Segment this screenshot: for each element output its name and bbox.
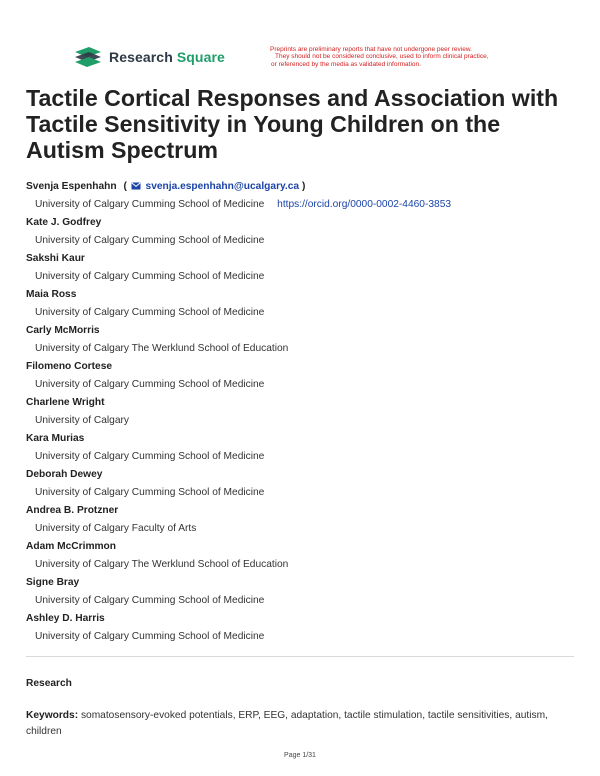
research-square-logo-icon (73, 46, 103, 68)
author-affiliation: University of Calgary Cumming School of Medicine (35, 595, 265, 606)
email-paren-open: ( (123, 181, 127, 192)
author-email-link[interactable]: svenja.espenhahn@ucalgary.ca (145, 181, 300, 192)
author-affiliation: University of Calgary Cumming School of Medicine (35, 271, 265, 282)
author-name: Filomeno Cortese (26, 361, 113, 372)
author-list (26, 180, 586, 648)
orcid-link[interactable]: https://orcid.org/0000-0002-4460-3853 (277, 199, 452, 210)
author-affiliation: University of Calgary The Werklund School of Education (35, 343, 289, 354)
author-affiliation: University of Calgary The Werklund School of Education (35, 559, 289, 570)
author-name: Sakshi Kaur (26, 253, 85, 264)
disclaimer-line: Preprints are preliminary reports that have not undergone peer review. (270, 46, 472, 53)
author-entry (26, 252, 586, 288)
author-affiliation: University of Calgary Cumming School of Medicine (35, 631, 265, 642)
logo-word-square: Square (176, 49, 225, 65)
author-affiliation: University of Calgary (35, 415, 129, 426)
author-affiliation: University of Calgary Cumming School of Medicine (35, 235, 265, 246)
author-name: Signe Bray (26, 577, 80, 588)
keywords-label: Keywords: (26, 710, 79, 721)
author-affiliation: University of Calgary Faculty of Arts (35, 523, 197, 534)
paper-title: Tactile Cortical Responses and Association with Tactile Sensitivity in Young Children on the Autism Spectrum (26, 85, 559, 163)
article-type-label: Research (26, 678, 72, 689)
keywords-block (26, 708, 582, 739)
page-number: Page 1/31 (284, 752, 316, 759)
logo-text (109, 49, 225, 65)
author-name: Svenja Espenhahn (26, 181, 117, 192)
author-entry (26, 432, 586, 468)
author-affiliation-line (26, 198, 586, 211)
envelope-icon (131, 182, 141, 190)
author-entry (26, 540, 586, 576)
corresponding-author-line (26, 180, 586, 193)
author-affiliation: University of Calgary Cumming School of Medicine (35, 451, 265, 462)
author-entry (26, 576, 586, 612)
author-entry (26, 396, 586, 432)
disclaimer-line: or referenced by the media as validated information. (271, 60, 421, 68)
author-name: Deborah Dewey (26, 469, 103, 480)
author-name: Kate J. Godfrey (26, 217, 102, 228)
research-square-logo[interactable] (73, 46, 225, 68)
author-entry (26, 612, 586, 648)
author-entry (26, 288, 586, 324)
author-entry (26, 180, 586, 216)
author-name: Ashley D. Harris (26, 613, 105, 624)
author-name: Adam McCrimmon (26, 541, 117, 552)
author-entry (26, 504, 586, 540)
keywords-text: somatosensory-evoked potentials, ERP, EEG, adaptation, tactile stimulation, tactile sensitivities, autism, children (26, 710, 548, 737)
preprint-disclaimer (270, 46, 530, 68)
author-entry (26, 468, 586, 504)
author-entry (26, 324, 586, 360)
author-name: Maia Ross (26, 289, 77, 300)
author-name: Kara Murias (26, 433, 85, 444)
logo-word-research: Research (109, 49, 173, 65)
author-affiliation: University of Calgary Cumming School of Medicine (35, 379, 265, 390)
author-name: Andrea B. Protzner (26, 505, 119, 516)
email-paren-close: ) (301, 181, 306, 192)
author-entry (26, 216, 586, 252)
author-affiliation: University of Calgary Cumming School of Medicine (35, 199, 265, 210)
author-name: Carly McMorris (26, 325, 100, 336)
author-name: Charlene Wright (26, 397, 105, 408)
disclaimer-line: They should not be considered conclusive, used to inform clinical practice, (275, 53, 489, 61)
author-affiliation: University of Calgary Cumming School of Medicine (35, 487, 265, 498)
section-divider (26, 656, 574, 657)
author-entry (26, 360, 586, 396)
author-affiliation: University of Calgary Cumming School of Medicine (35, 307, 265, 318)
